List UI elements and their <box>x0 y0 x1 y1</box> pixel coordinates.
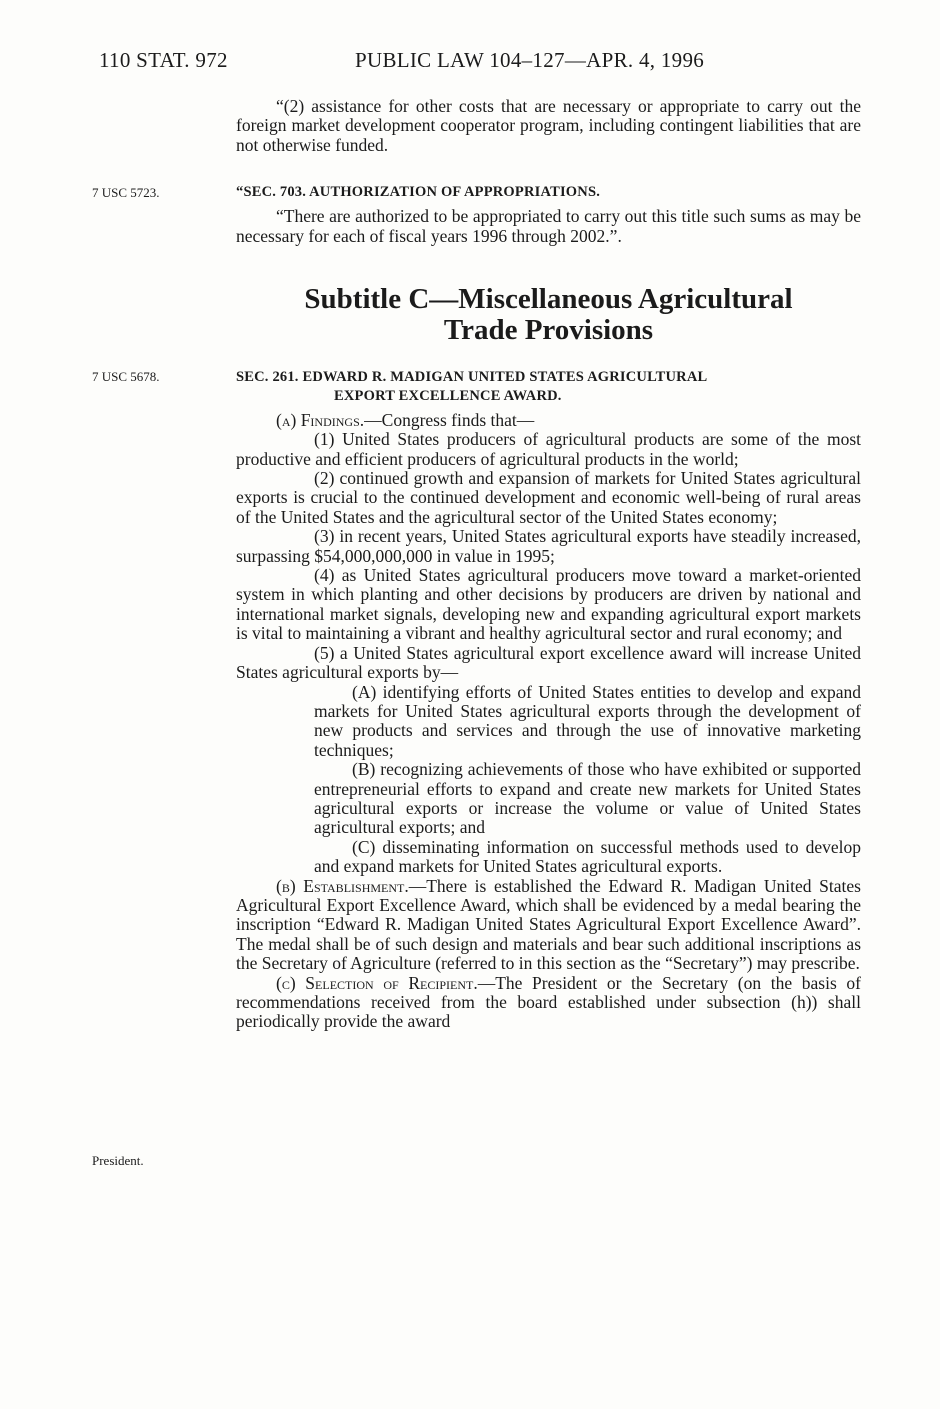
margin-note-president: President. <box>92 1153 144 1168</box>
subsection-c-label: (c) Selection of Recipient. <box>276 972 478 993</box>
finding-5-c: (C) disseminating information on successful methods used to develop and expand markets for United States agricultural exports. <box>314 836 861 877</box>
subsection-a <box>236 411 861 430</box>
section-261 <box>236 368 861 1032</box>
finding-1: (1) United States producers of agricultural products are some of the most productive and efficient producers of agricultural products in the world; <box>236 429 861 469</box>
finding-5-a: (A) identifying efforts of United States entities to develop and expand markets for United States agricultural exports through the development of new products and services and through the use of innovative marketing techniques; <box>314 681 861 760</box>
finding-5: (5) a United States agricultural export excellence award will increase United States agricultural exports by— <box>236 642 861 683</box>
stat-citation: 110 STAT. 972 <box>99 48 228 72</box>
finding-2: (2) continued growth and expansion of markets for United States agricultural exports is crucial to the continued development and economic well-being of rural areas of the United States and the agricultural sector of the United States economy; <box>236 468 861 527</box>
subtitle-line-1: Subtitle C—Miscellaneous Agricultural <box>304 283 793 315</box>
section-261-heading-line-2: EXPORT EXCELLENCE AWARD. <box>334 388 562 405</box>
subsection-b-text: —There is established the Edward R. Madigan United States Agricultural Export Excellence Award, which shall be evidenced by a medal bearing the inscription “Edward R. Madigan United States Agricultural Export Excellence Award”. The medal shall be of such design and materials and bear such additional inscriptions as the Secretary of Agriculture (referred to in this section as the “Secretary”) may prescribe. <box>236 875 861 974</box>
subsection-a-label: (a) Findings. <box>276 409 365 430</box>
public-law-header: PUBLIC LAW 104–127—APR. 4, 1996 <box>355 48 705 72</box>
subtitle-heading <box>236 284 861 346</box>
subsection-c-text: —The President or the Secretary (on the basis of recommendations received from the board established under subsection (h)) shall periodically provide the award <box>236 972 861 1032</box>
section-261-heading-line-1: SEC. 261. EDWARD R. MADIGAN UNITED STATES AGRICULTURAL <box>236 369 708 385</box>
subsection-b-label: (b) Establishment. <box>276 875 409 896</box>
subsection-a-text: —Congress finds that— <box>364 409 535 430</box>
subsection-c <box>236 974 861 1032</box>
paragraph-2: “(2) assistance for other costs that are necessary or appropriate to carry out the foreign market development cooperator program, including contingent liabilities that are not otherwise funded. <box>236 96 861 155</box>
section-702-continuation <box>236 97 861 155</box>
section-703-heading: “SEC. 703. AUTHORIZATION OF APPROPRIATIONS. <box>236 184 601 200</box>
section-703-body: “There are authorized to be appropriated to carry out this title such sums as may be necessary for each of fiscal years 1996 through 2002.”. <box>236 206 861 246</box>
finding-3: (3) in recent years, United States agricultural exports have steadily increased, surpassing $54,000,000,000 in value in 1995; <box>236 526 861 566</box>
margin-note-usc-5678: 7 USC 5678. <box>92 369 160 384</box>
finding-5-b: (B) recognizing achievements of those who have exhibited or supported entrepreneurial efforts to expand and create new markets for United States agricultural exports or increase the volume or value of United States agricultural exports; and <box>314 759 861 838</box>
finding-4: (4) as United States agricultural producers move toward a market-oriented system in which planting and other decisions by producers are driven by national and international market signals, developing new and expanding agricultural export markets is vital to maintaining a vibrant and healthy agricultural sector and rural economy; and <box>236 565 861 644</box>
section-703 <box>236 183 861 246</box>
subtitle-line-2: Trade Provisions <box>443 314 654 346</box>
subsection-b <box>236 877 861 974</box>
margin-note-usc-5723: 7 USC 5723. <box>92 185 160 200</box>
